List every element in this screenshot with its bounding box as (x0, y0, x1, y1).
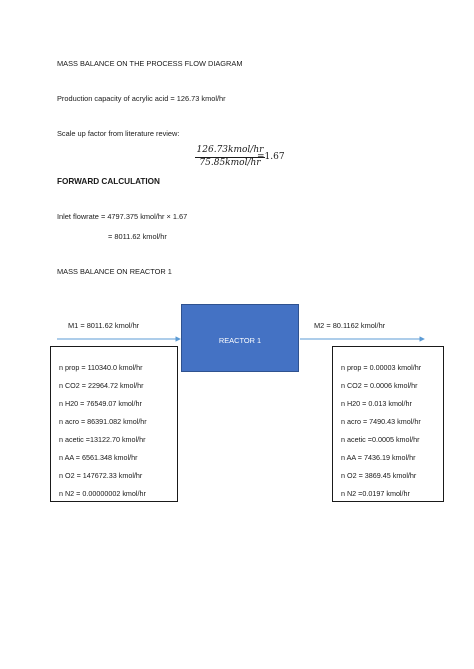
inlet-component-row: n acro = 86391.082 kmol/hr (59, 417, 147, 426)
inlet-component-row: n acetic =13122.70 kmol/hr (59, 435, 146, 444)
inlet-stream-label: M1 = 8011.62 kmol/hr (68, 321, 140, 330)
production-capacity-line: Production capacity of acrylic acid = 126.73 kmol/hr (57, 94, 226, 103)
inlet-component-row: n N2 = 0.00000002 kmol/hr (59, 489, 146, 498)
document-heading: MASS BALANCE ON THE PROCESS FLOW DIAGRAM (57, 59, 243, 68)
scaleup-denominator: 75.85kmol/hr (199, 158, 261, 168)
outlet-component-row: n acetic =0.0005 kmol/hr (341, 435, 420, 444)
scaleup-numerator: 126.73kmol/hr (196, 145, 264, 155)
outlet-composition-box (332, 346, 444, 502)
inlet-component-row: n CO2 = 22964.72 kmol/hr (59, 381, 144, 390)
outlet-component-row: n AA = 7436.19 kmol/hr (341, 453, 416, 462)
outlet-component-row: n O2 = 3869.45 kmol/hr (341, 471, 417, 480)
scaleup-label: Scale up factor from literature review: (57, 129, 180, 138)
inlet-component-row: n AA = 6561.348 kmol/hr (59, 453, 138, 462)
inlet-composition-box (50, 346, 178, 502)
reactor-label: REACTOR 1 (218, 336, 262, 345)
reactor-1-block (181, 304, 299, 372)
outlet-component-row: n acro = 7490.43 kmol/hr (341, 417, 421, 426)
scaleup-result: =1.67 (257, 152, 285, 162)
outlet-stream-label: M2 = 80.1162 kmol/hr (314, 321, 386, 330)
outlet-component-row: n prop = 0.00003 kmol/hr (341, 363, 422, 372)
outlet-component-row: n N2 =0.0197 kmol/hr (341, 489, 410, 498)
outlet-component-row: n CO2 = 0.0006 kmol/hr (341, 381, 418, 390)
forward-calculation-title: FORWARD CALCULATION (57, 177, 160, 186)
outlet-component-row: n H20 = 0.013 kmol/hr (341, 399, 412, 408)
inlet-component-row: n H20 = 76549.07 kmol/hr (59, 399, 142, 408)
inlet-flowrate-result: = 8011.62 kmol/hr (108, 232, 167, 241)
inlet-flowrate-line: Inlet flowrate = 4797.375 kmol/hr × 1.67 (57, 212, 188, 221)
inlet-component-row: n prop = 110340.0 kmol/hr (59, 363, 143, 372)
reactor-section-title: MASS BALANCE ON REACTOR 1 (57, 267, 172, 276)
inlet-component-row: n O2 = 147672.33 kmol/hr (59, 471, 143, 480)
